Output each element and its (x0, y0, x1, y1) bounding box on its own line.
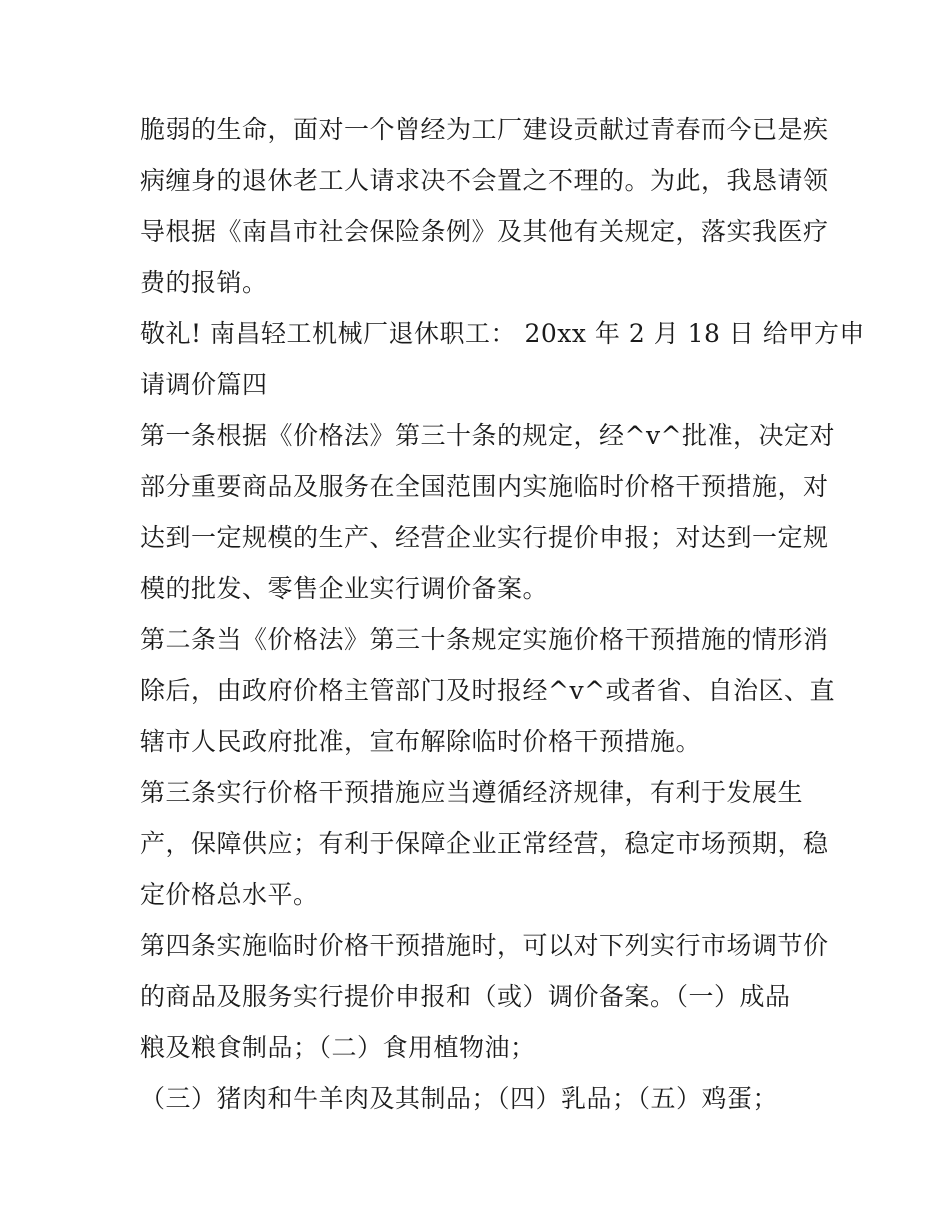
text-line: 请调价篇四 (140, 370, 268, 399)
document-body (140, 104, 865, 1124)
text-line: 除后，由政府价格主管部门及时报经^v^或者省、自治区、直 (140, 676, 836, 705)
text-line: 第一条根据《价格法》第三十条的规定，经^v^批准，决定对 (140, 421, 836, 450)
text-line: 费的报销。 (140, 268, 268, 297)
text-line: 第四条实施临时价格干预措施时，可以对下列实行市场调节价 (140, 931, 829, 960)
text-line: 定价格总水平。 (140, 880, 319, 909)
text-line: 辖市人民政府批准，宣布解除临时价格干预措施。 (140, 727, 702, 756)
text-line: 导根据《南昌市社会保险条例》及其他有关规定，落实我医疗 (140, 217, 829, 246)
text-line: 部分重要商品及服务在全国范围内实施临时价格干预措施，对 (140, 472, 829, 501)
text-line: 粮及粮食制品；（二）食用植物油； (140, 1033, 536, 1062)
text-line: 第二条当《价格法》第三十条规定实施价格干预措施的情形消 (140, 625, 829, 654)
text-line: 敬礼! 南昌轻工机械厂退休职工： 20xx 年 2 月 18 日 给甲方申 (140, 319, 865, 348)
text-line: （三）猪肉和牛羊肉及其制品；（四）乳品；（五）鸡蛋； (140, 1084, 779, 1113)
text-line: 模的批发、零售企业实行调价备案。 (140, 574, 549, 603)
text-line: 脆弱的生命，面对一个曾经为工厂建设贡献过青春而今已是疾 (140, 115, 829, 144)
text-line: 第三条实行价格干预措施应当遵循经济规律，有利于发展生 (140, 778, 804, 807)
text-line: 产，保障供应；有利于保障企业正常经营，稳定市场预期，稳 (140, 829, 829, 858)
text-line: 达到一定规模的生产、经营企业实行提价申报；对达到一定规 (140, 523, 829, 552)
text-line: 的商品及服务实行提价申报和（或）调价备案。（一）成品 (140, 982, 791, 1011)
text-line: 病缠身的退休老工人请求决不会置之不理的。为此，我恳请领 (140, 166, 829, 195)
